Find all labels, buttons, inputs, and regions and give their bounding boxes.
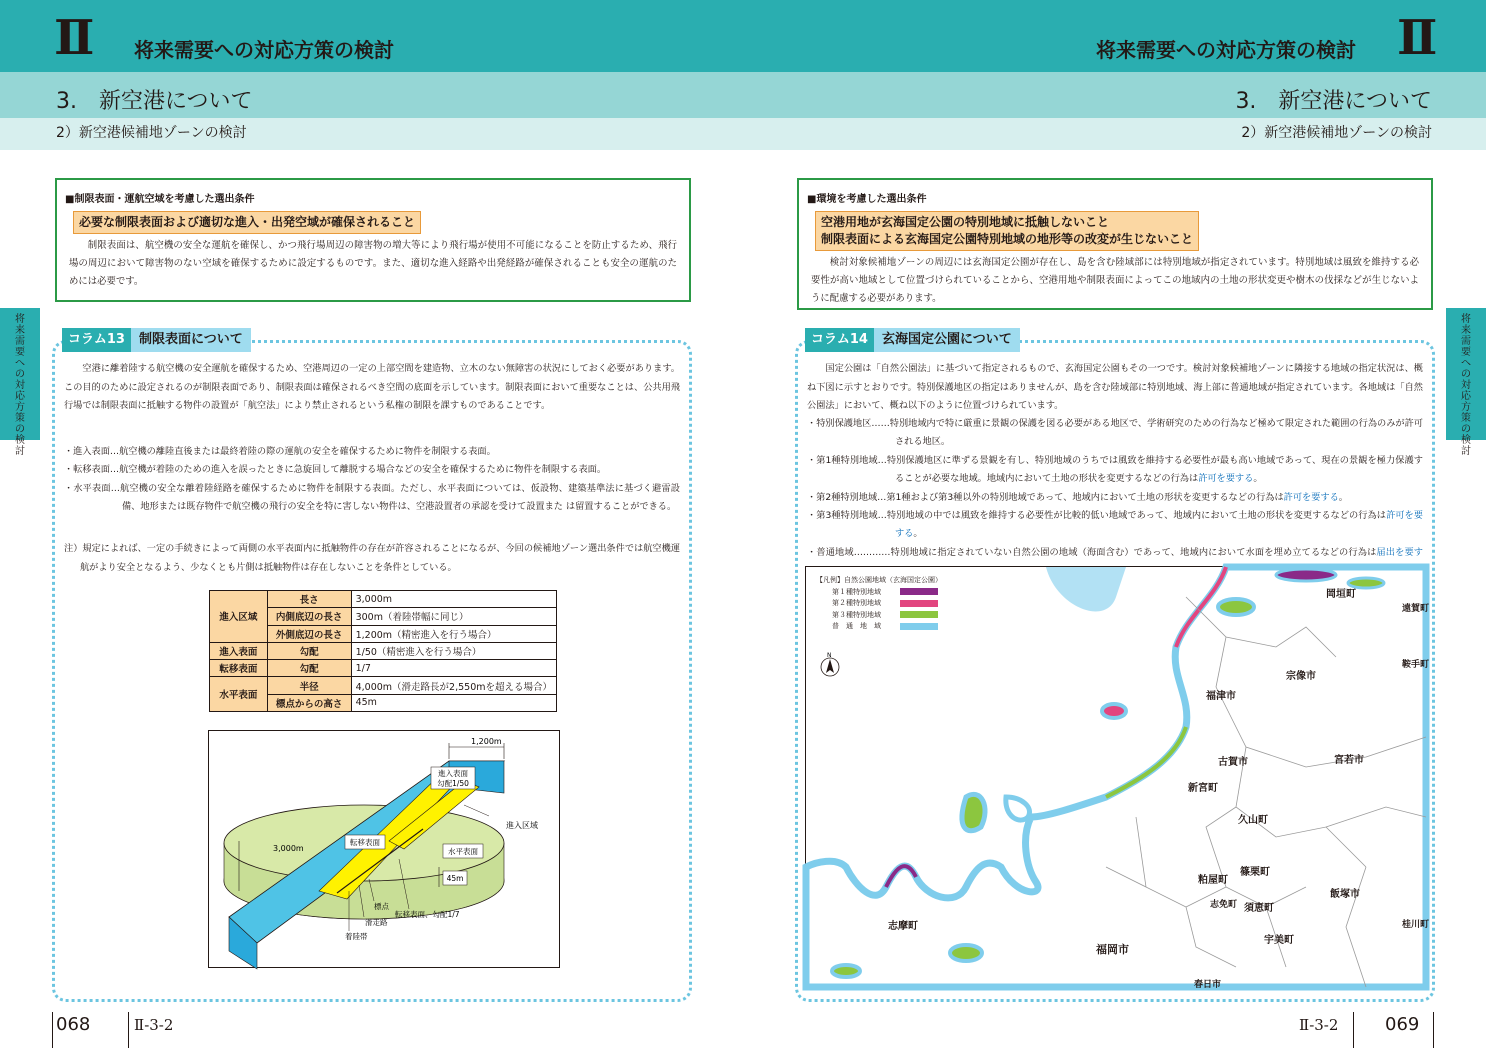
tab-char: 来 [15, 325, 25, 336]
table-value: 4,000m（滑走路長が2,550mを超える場合） [351, 677, 556, 694]
page-number: 068 [56, 1014, 91, 1035]
legend-swatch [900, 611, 938, 618]
dim-3000-label: 3,000m [273, 844, 304, 853]
legend-swatch [900, 623, 938, 630]
tab-char: 対 [15, 380, 25, 391]
place-shima: 志摩町 [888, 921, 918, 932]
diagram-svg [209, 731, 561, 969]
column-number: コラム13 [62, 328, 131, 352]
tab-char: 検 [15, 435, 25, 446]
def-class3: ・第3種特別地域…特別地域の中では風致を維持する必要性が比較的低い地域であって、地域内において土地の形状を変更するなどの行為は許可を要する。 [807, 510, 1423, 540]
section-title: 3. 新空港について [1235, 89, 1432, 114]
runway-label: 滑走路 [365, 918, 388, 927]
place-onga: 遠賀町 [1402, 604, 1430, 614]
zone-leader [464, 805, 489, 816]
place-hisayama: 久山町 [1238, 815, 1268, 826]
legend-items [816, 587, 942, 633]
page-reference: Ⅱ-3-2 [134, 1016, 174, 1034]
svg-text:N: N [827, 652, 832, 659]
def-approach: ・進入表面…航空機の離陸直後または最終着陸の際の運航の安全を確保するために物件を制限する表面。 [64, 446, 496, 457]
tab-char: の [15, 369, 25, 380]
section-title: 3. 新空港について [56, 89, 253, 114]
legend-swatch [900, 600, 938, 607]
place-umi: 宇美町 [1264, 935, 1294, 946]
tab-char: 対 [1461, 380, 1471, 391]
island [950, 945, 982, 961]
table-item: 長さ [267, 591, 351, 608]
page-number: 069 [1385, 1014, 1420, 1035]
strip-label: 着陸帯 [345, 932, 368, 941]
dim-1200-label: 1,200m [471, 737, 502, 746]
tab-char: 将 [1461, 314, 1471, 325]
table-item: 勾配 [267, 642, 351, 659]
surface-definitions [64, 443, 680, 517]
limit-surface-diagram [208, 730, 560, 968]
box-paragraph: 検討対象候補地ゾーンの周辺には玄海国定公園が存在し、島を含む陸域部には特別地域が指定されています。特別地域は風致を維持する必要性が高い地域として位置づけられていることから、空港用地や制限表面によってこの地域内の土地の形状変更や樹木の伐採などが生じないように配慮する必要があります。 [811, 257, 1419, 304]
def-class1: ・第1種特別地域…特別保護地区に準ずる景観を有し、特別地域のうちでは風致を維持する必要性が最も高い地域であって、現在の景観を極力保護することが必要な地域。地域内において土地の形状を変更するなどの行為は許可を要する。 [807, 454, 1423, 485]
column-14-title [805, 328, 1020, 352]
legend-item [832, 610, 942, 622]
legend-label: 第３種特別地域 [832, 610, 881, 619]
place-okagaki: 岡垣町 [1326, 589, 1356, 600]
chapter-numeral: Ⅱ [54, 10, 91, 66]
park-zone-definitions [807, 415, 1423, 581]
approach-label-1: 進入表面 [438, 769, 468, 778]
table-value: 3,000m [351, 591, 556, 608]
def-transition: ・転移表面…航空機が着陸のための進入を誤ったときに急旋回して離脱する場合などの安全を確保するために物件を制限する表面。 [64, 464, 607, 476]
tab-char: 需 [15, 336, 25, 347]
island [832, 965, 860, 977]
place-koga: 古賀市 [1218, 757, 1248, 768]
table-group: 進入表面 [210, 642, 268, 659]
tab-char: へ [15, 358, 25, 369]
island [1348, 578, 1384, 588]
tab-char: 策 [1461, 413, 1471, 424]
subsection-title: 2）新空港候補地ゾーンの検討 [1241, 125, 1432, 141]
table-value: 300m（着陸帯幅に同じ） [351, 608, 556, 625]
page-rule [52, 1012, 53, 1048]
datum-label: 標点 [374, 902, 389, 911]
column-heading: 玄海国定公園について [874, 328, 1020, 352]
tab-char: の [15, 424, 25, 435]
genkai-park-map [805, 566, 1430, 990]
tab-char: 検 [1461, 435, 1471, 446]
legend-item [832, 587, 942, 599]
h45-label: 45m [446, 874, 464, 883]
legend-item [832, 598, 942, 610]
condition-highlight: 必要な制限表面および適切な進入・出発空域が確保されること [73, 211, 421, 234]
place-kurate: 鞍手町 [1402, 660, 1430, 670]
tab-char: 需 [1461, 336, 1471, 347]
tab-char: 来 [1461, 325, 1471, 336]
page-rule [128, 1012, 129, 1048]
environment-condition-box [797, 178, 1433, 310]
island [1102, 704, 1126, 718]
tab-char: 要 [1461, 347, 1471, 358]
subsection-title: 2）新空港候補地ゾーンの検討 [56, 125, 247, 141]
column-13-title [62, 328, 251, 352]
island [1218, 599, 1254, 615]
table-row [210, 591, 557, 608]
column-13-body: 空港に離着陸する航空機の安全運航を確保するため、空港周辺の一定の上部空間を建造物、立木のない無障害の状況にしておく必要があります。この目的のために設定されるのが制限表面であり、制限表面は確保されるべき空間の底面を示しています。制限表面において重要なことは、公共用飛行場では制限表面に抵触する物件の設置が「航空法」により禁止されるという私権の制限を課すものであることです。 [64, 363, 680, 412]
place-fukutsu: 福津市 [1206, 691, 1236, 702]
tab-char: 将 [15, 314, 25, 325]
place-keisen: 桂川町 [1402, 920, 1430, 930]
table-item: 勾配 [267, 660, 351, 677]
permit-required: 許可を要する [1283, 491, 1339, 503]
legend-label: 第２種特別地域 [832, 599, 881, 607]
tab-char: 方 [15, 402, 25, 413]
zone-label: 進入区域 [506, 821, 538, 830]
trans-slope-label: 転移表面、勾配1/7 [395, 910, 460, 919]
page-reference: Ⅱ-3-2 [1299, 1016, 1339, 1034]
legend-label: 第１種特別地域 [832, 587, 881, 596]
def-class2: ・第2種特別地域…第1種および第3種以外の特別地域であって、地域内において土地の形状を変更するなどの行為は許可を要する。 [807, 491, 1348, 503]
right-page [743, 0, 1486, 1052]
chapter-title: 将来需要への対応方策の検討 [1096, 38, 1356, 62]
table-group: 転移表面 [210, 660, 268, 677]
sea-zone [1046, 567, 1126, 611]
side-tab [1446, 308, 1486, 457]
def-horizontal: ・水平表面…航空機の安全な離着陸経路を確保するために物件を制限する表面。ただし、水平表面については、仮設物、建築基準法に基づく避雷設備、地形または既存物件で航空機の飛行の安全を特に害しない物件は、空港設置者の承認を受けて設置また は留置することができる。 [64, 482, 680, 513]
table-row [210, 642, 557, 659]
tab-char: 応 [15, 391, 25, 402]
legend-swatch [900, 588, 938, 595]
north-arrow-icon [821, 652, 839, 676]
condition-1: 空港用地が玄海国定公園の特別地域に抵触しないこと [821, 215, 1110, 229]
table-value: 1,200m（精密進入を行う場合） [351, 625, 556, 642]
box-heading: ■環境を考慮した選出条件 [807, 194, 927, 205]
tab-char: 策 [15, 413, 25, 424]
condition-2: 制限表面による玄海国定公園特別地域の地形等の改変が生じないこと [821, 232, 1194, 246]
tab-char: 方 [1461, 402, 1471, 413]
island [1006, 797, 1030, 820]
notice-required: 届出を要す [1376, 546, 1423, 558]
place-fukuoka: 福岡市 [1096, 943, 1129, 956]
tab-char: 応 [1461, 391, 1471, 402]
tab-char: 討 [1461, 446, 1471, 457]
table-row [210, 677, 557, 694]
tab-char: 要 [15, 347, 25, 358]
chapter-numeral: Ⅱ [1397, 10, 1434, 66]
tab-char: の [1461, 369, 1471, 380]
page-rule [1353, 1012, 1354, 1048]
table-item: 半径 [267, 677, 351, 694]
place-kasuga: 春日市 [1194, 980, 1222, 990]
tab-char: へ [1461, 358, 1471, 369]
island [1276, 569, 1336, 581]
table-group: 水平表面 [210, 677, 268, 712]
legend-item [832, 621, 942, 633]
map-legend [816, 575, 942, 633]
column-heading: 制限表面について [131, 328, 251, 352]
place-miyawaka: 宮若市 [1334, 755, 1364, 766]
limit-surface-table [209, 590, 557, 712]
chapter-title: 将来需要への対応方策の検討 [134, 38, 394, 62]
place-shingu: 新宮町 [1188, 783, 1218, 794]
column-14-body: 国定公園は「自然公園法」に基づいて指定されるもので、玄海国定公園もその一つです。検討対象候補地ゾーンに隣接する地域の指定状況は、概ね下図に示すとおりです。特別保護地区の指定はありませんが、島を含む陸域部に特別地域、海上部に普通地域が指定されています。各地域は「自然公園法」において、概ね以下のように位置づけられています。 [807, 363, 1423, 412]
place-sue: 須恵町 [1244, 903, 1274, 914]
place-sasaguri: 篠栗町 [1240, 867, 1270, 878]
permit-required: 許可を要する [895, 510, 1423, 540]
place-iizuka: 飯塚市 [1330, 889, 1360, 900]
tab-char: の [1461, 424, 1471, 435]
legend-title: 【凡例】自然公園地域（玄海国定公園） [816, 576, 942, 584]
table-item: 標点からの高さ [267, 694, 351, 711]
table-row [210, 660, 557, 677]
box-heading: ■制限表面・運航空域を考慮した選出条件 [65, 194, 255, 205]
table-value: 45m [351, 694, 556, 711]
table-value: 1/7 [351, 660, 556, 677]
place-kasuya: 粕屋町 [1198, 875, 1228, 886]
transition-label: 転移表面 [350, 838, 380, 847]
island [962, 794, 985, 830]
side-tab [0, 308, 40, 457]
column-number: コラム14 [805, 328, 874, 352]
horizontal-label: 水平表面 [448, 847, 478, 856]
condition-highlight [815, 211, 1199, 251]
table-item: 外側底辺の長さ [267, 625, 351, 642]
selection-condition-box [55, 178, 691, 302]
legend-label: 普 通 地 域 [832, 622, 881, 630]
place-munakata: 宗像市 [1286, 671, 1316, 682]
page-rule [1433, 1012, 1434, 1048]
def-special-protection: ・特別保護地区……特別地域内で特に厳重に景観の保護を図る必要がある地区で、学術研究のための行為など極めて限定された範囲の行為のみが許可される地区。 [807, 418, 1423, 448]
approach-label-2: 勾配1/50 [437, 779, 469, 788]
place-shime: 志免町 [1210, 900, 1238, 910]
table-value: 1/50（精密進入を行う場合） [351, 642, 556, 659]
def-ordinary: ・普通地域…………特別地域に指定されていない自然公園の地域（海面含む）であって、地域内において水面を埋め立てるなどの行為は届出を要す [807, 544, 1423, 581]
table-group: 進入区域 [210, 591, 268, 643]
permit-required: 許可を要する [1198, 473, 1254, 485]
tab-char: 討 [15, 446, 25, 457]
table-item: 内側底辺の長さ [267, 608, 351, 625]
column-13-note: 注）規定によれば、一定の手続きによって両側の水平表面内に抵触物件の存在が許容されることになるが、今回の候補地ゾーン選出条件では航空機運航がより安全となるよう、少なくとも片側は抵触物件は存在しないことを条件としている。 [64, 543, 680, 573]
box-paragraph: 制限表面は、航空機の安全な運航を確保し、かつ飛行場周辺の障害物の増大等により飛行場が使用不可能になることを防止するため、飛行場の周辺において障害物のない空域を確保するために設定するものです。また、適切な進入経路や出発経路が確保されることも安全の運航のためには必要です。 [69, 240, 677, 287]
